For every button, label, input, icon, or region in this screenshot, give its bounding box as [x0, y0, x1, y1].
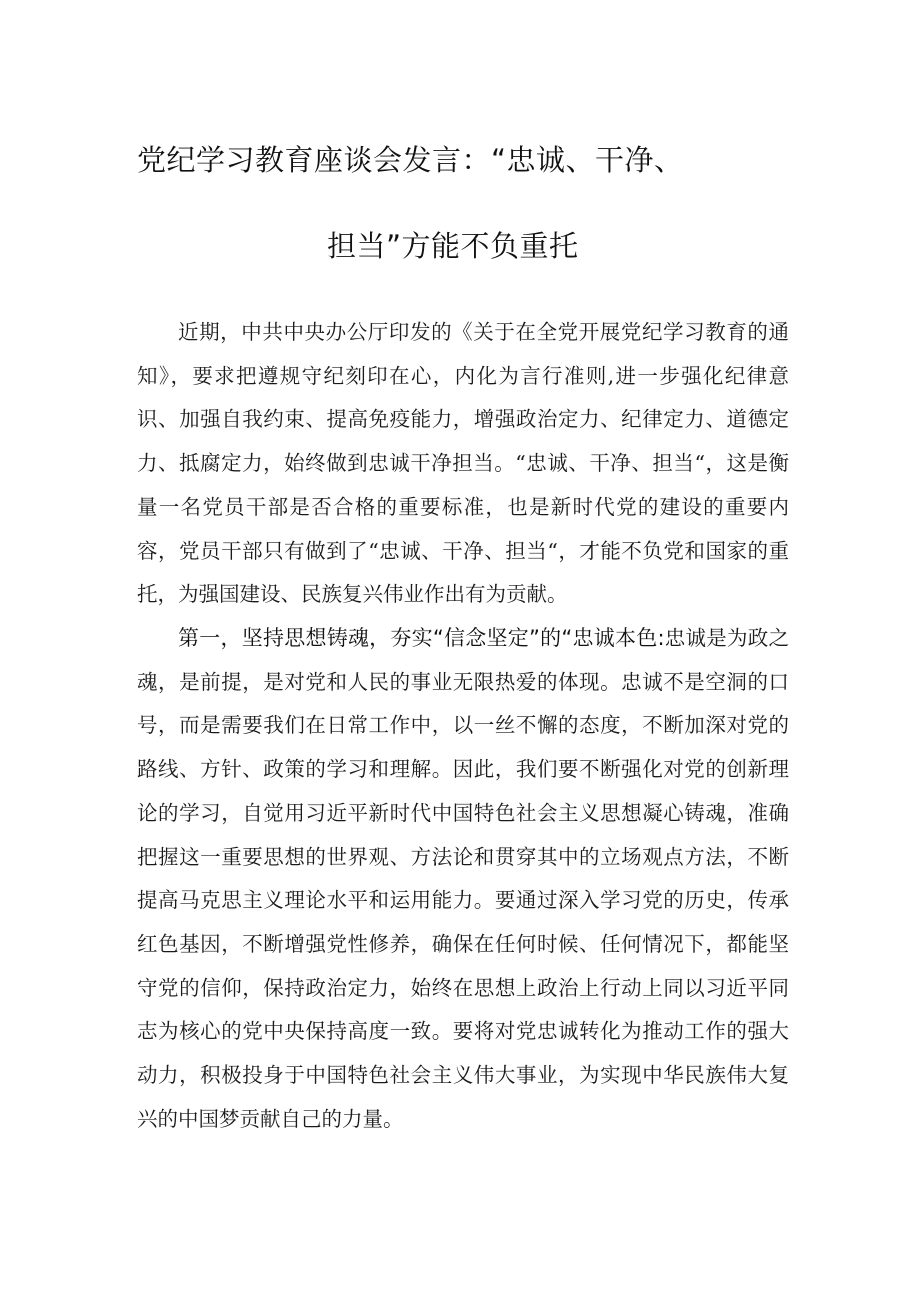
- paragraph-intro: 近期，中共中央办公厅印发的《关于在全党开展党纪学习教育的通知》，要求把遵规守纪刻印在心，内化为言行准则,进一步强化纪律意识、加强自我约束、提高免疫能力，增强政治定力、纪律定力、道德定力、抵腐定力，始终做到忠诚干净担当。“忠诚、干净、担当“，这是衡量一名党员干部是否合格的重要标准，也是新时代党的建设的重要内容，党员干部只有做到了“忠诚、干净、担当“，才能不负党和国家的重托，为强国建设、民族复兴伟业作出有为贡献。: [137, 320, 789, 607]
- paragraph-first-point: [137, 617, 789, 1141]
- document-title-line-1: 党纪学习教育座谈会发言：“忠诚、干净、: [137, 143, 684, 177]
- paragraph-first-point-body: 忠诚是为政之魂，是前提，是对党和人民的事业无限热爱的体现。忠诚不是空洞的口号，而是需要我们在日常工作中，以一丝不懈的态度，不断加深对党的路线、方针、政策的学习和理解。因此，我们要不断强化对党的创新理论的学习，自觉用习近平新时代中国特色社会主义思想凝心铸魂，准确把握这一重要思想的世界观、方法论和贯穿其中的立场观点方法，不断提高马克思主义理论水平和运用能力。要通过深入学习党的历史，传承红色基因，不断增强党性修养，确保在任何时候、任何情况下，都能坚守党的信仰，保持政治定力，始终在思想上政治上行动上同以习近平同志为核心的党中央保持高度一致。要将对党忠诚转化为推动工作的强大动力，积极投身于中国特色社会主义伟大事业，为实现中华民族伟大复兴的中国梦贡献自己的力量。: [137, 626, 790, 1131]
- document-title-line-2: 担当”方能不负重托: [327, 229, 579, 263]
- paragraph-first-point-heading: 第一，坚持思想铸魂，夯实“信念坚定”的“忠诚本色:: [178, 626, 665, 650]
